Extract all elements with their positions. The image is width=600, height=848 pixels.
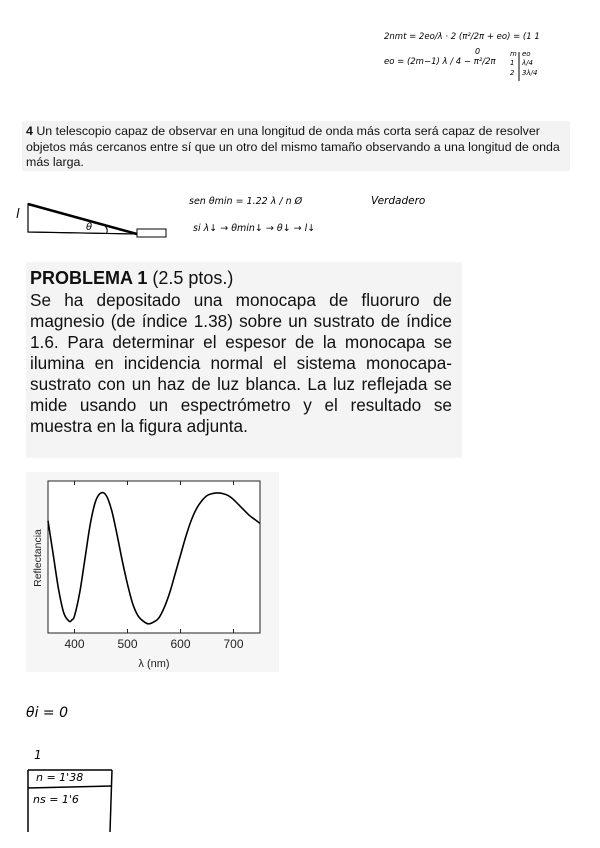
layer-substrate-index: ns = 1'6 [33,793,79,806]
answer4-conclusion: si λ↓ → θmin↓ → θ↓ → l↓ [193,223,316,234]
header-note-line1: 2nmt = 2eo/λ · 2 (π²/2π + eo) = (1 1 [384,32,540,42]
problem1-statement: Se ha depositado una monocapa de fluoruro de magnesio (de índice 1.38) sobre un sustrato de índice 1.6. Para determinar el espesor de la monocapa se ilumina en incidencia normal el sistema monocapa-sustrato con un haz de luz blanca. La luz reflejada se mide usando un espectrómetro y el resultado se muestra en la figura adjunta. [30,290,452,436]
chart-xlabel: λ (nm) [138,658,170,670]
chart-ylabel: Reflectancia [32,529,44,587]
x-tick-label: 400 [64,637,85,651]
telescope-top-ray [28,204,137,234]
reflectance-chart [26,472,279,672]
header-table-m: m [510,50,517,58]
layer-film-index: n = 1'38 [36,771,84,784]
header-note-line2: eo = (2m−1) λ / 4 − π²/2π [384,57,496,67]
answer4-formula: sen θmin = 1.22 λ / n Ø [189,196,303,207]
problem1-title: PROBLEMA 1 [30,268,148,288]
telescope-bottom-ray [28,232,137,234]
x-tick-label: 500 [117,637,138,651]
sketch-label-l: l [16,207,20,222]
header-table-row2-eo: 3λ/4 [522,69,538,77]
header-table-row2-m: 2 [510,69,515,77]
question4-statement: Un telescopio capaz de observar en una longitud de onda más corta será capaz de resolver objetos más cercanos entre sí que un otro del mismo tamaño observando a una longitud de onda más larga. [26,124,560,169]
header-table-row1-eo: λ/4 [522,59,533,67]
bottom-mark: 1 [34,748,42,762]
telescope-sketch [10,196,175,244]
chart-frame [48,481,260,633]
header-table-row1-m: 1 [510,59,515,67]
sketch-label-theta: θ [86,222,93,233]
question4-text [26,124,566,171]
x-tick-label: 700 [223,637,244,651]
header-table-eo: eo [522,50,531,58]
answer4-verdict: Verdadero [371,195,426,207]
question4-number: 4 [26,124,33,138]
x-tick-label: 600 [170,637,191,651]
telescope-body [137,229,166,237]
angle-arc [105,226,107,234]
problem1-heading [30,268,233,289]
header-note-superscript: 0 [475,47,481,56]
theta-incidence-note: θi = 0 [26,705,68,721]
header-table [508,50,548,82]
problem1-points: (2.5 ptos.) [152,268,234,288]
